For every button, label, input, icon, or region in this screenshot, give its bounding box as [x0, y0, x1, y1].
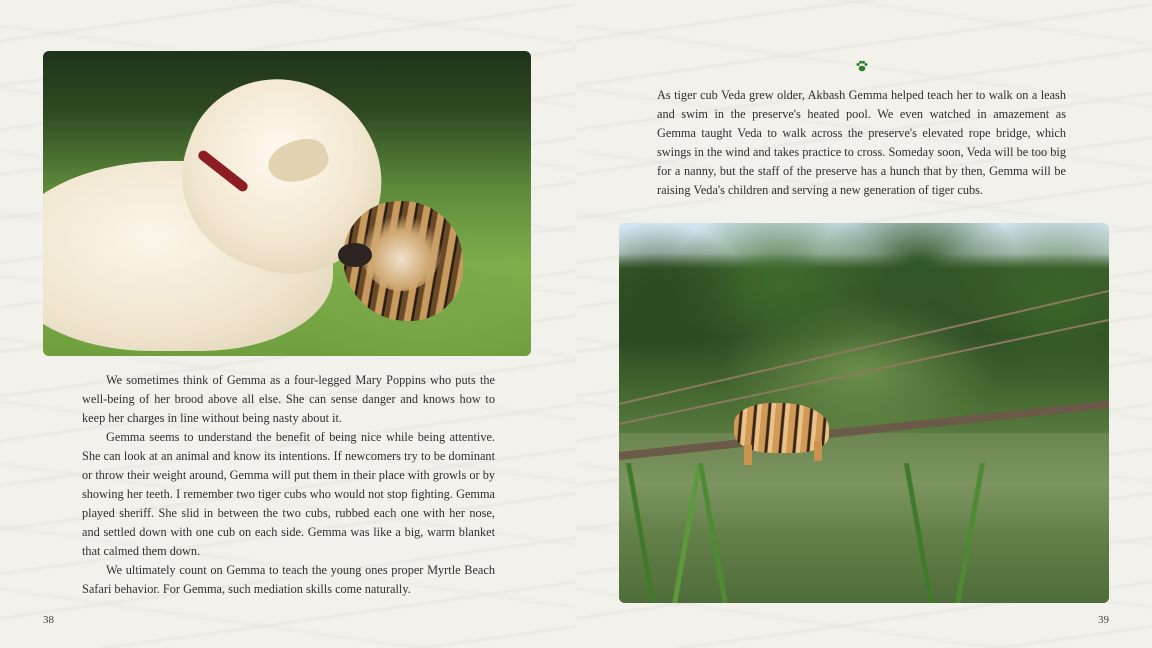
foreground-reeds [619, 463, 1109, 603]
paragraph: As tiger cub Veda grew older, Akbash Gemma helped teach her to walk on a leash and swim in the preserve's heated pool. We even watched in amazement as Gemma taught Veda to walk across the preserve's elevated rope bridge, which swings in the wind and takes practice to cross. Someday soon, Veda will be too big for a nanny, but the staff of the preserve has a hunch that by then, Gemma will be raising Veda's children and serving a new generation of tiger cubs. [657, 88, 1066, 197]
right-body-text [657, 86, 1066, 200]
paw-print-icon [855, 59, 869, 73]
paragraph: We ultimately count on Gemma to teach the young ones proper Myrtle Beach Safari behavior. For Gemma, such mediation skills come naturally. [82, 563, 495, 596]
paragraph: We sometimes think of Gemma as a four-legged Mary Poppins who puts the well-being of her brood above all else. She can sense danger and knows how to keep her charges in line without being nasty about it. [82, 373, 495, 425]
tiger-leg [744, 445, 752, 465]
tree-line [619, 223, 1109, 433]
left-body-text [82, 371, 495, 599]
page-number: 38 [43, 614, 54, 626]
right-page [576, 0, 1152, 648]
tiger-cub-face [361, 211, 441, 291]
paragraph: Gemma seems to understand the benefit of being nice while being attentive. She can look at an animal and know its intentions. If newcomers try to be dominant or throw their weight around, Gemma will put them in their place with growls or by showing her teeth. I remember two tiger cubs who would not stop fighting. Gemma played sheriff. She slid in between the two cubs, rubbed each one with her nose, and settled down with one cub on each side. Gemma was like a big, warm blanket that calmed them down. [82, 430, 495, 558]
dog-nose [338, 243, 372, 267]
tiger-leg [814, 441, 822, 461]
photo-dog-with-tiger-cub [43, 51, 531, 356]
page-number: 39 [1098, 614, 1109, 626]
photo-tiger-on-rope-bridge [619, 223, 1109, 603]
